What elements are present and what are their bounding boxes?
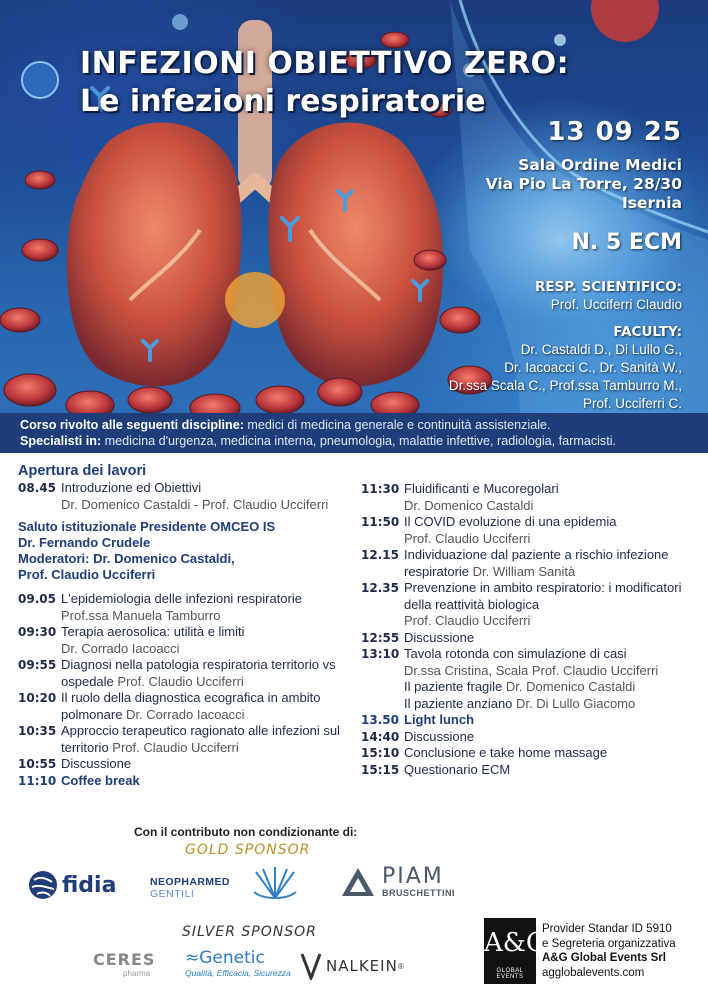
program xyxy=(0,462,708,812)
item-title: Il paziente anziano xyxy=(404,695,513,711)
item-title: Discussione xyxy=(404,728,475,744)
specialists-label: Specialisti in: xyxy=(20,434,102,448)
item-time: 11:50 xyxy=(361,515,400,529)
item-title: Questionario ECM xyxy=(404,761,511,777)
faculty-line: Dr.ssa Scala C., Prof.ssa Tamburro M., xyxy=(448,378,682,393)
venue-line: Sala Ordine Medici xyxy=(518,156,682,174)
item-time: 09:55 xyxy=(18,658,57,672)
program-item xyxy=(361,712,701,729)
program-item xyxy=(18,773,360,790)
provider-role: e Segreteria organizzativa xyxy=(542,937,676,950)
program-item xyxy=(361,547,701,580)
program-item xyxy=(361,762,701,779)
item-time xyxy=(361,696,404,713)
ceres-name: CERES xyxy=(93,950,156,969)
venue-line: Via Pio La Torre, 28/30 xyxy=(485,175,682,193)
ceres-logo xyxy=(93,950,155,978)
neopharmed-logo xyxy=(150,876,230,900)
program-item xyxy=(18,690,360,723)
program-item xyxy=(361,481,701,514)
item-title: Discussione xyxy=(61,756,132,771)
item-title: Il COVID evoluzione di una epidemia xyxy=(404,514,617,529)
faculty-list xyxy=(352,341,682,413)
triangle-icon xyxy=(340,866,376,898)
faculty-label: FACULTY: xyxy=(613,324,682,340)
piam-sub: BRUSCHETTINI xyxy=(382,888,455,898)
event-title xyxy=(80,46,600,122)
item-time: 15:15 xyxy=(361,762,400,777)
program-item xyxy=(18,723,360,756)
item-title: Individuazione dal paziente a rischio infezione respiratorie xyxy=(404,547,669,579)
faculty-line: Dr. Iacoacci C., Dr. Sanità W., xyxy=(504,360,682,375)
item-title: Coffee break xyxy=(61,772,140,788)
dna-icon: ≈ xyxy=(185,948,200,968)
ag-logo-sub: GLOBAL EVENTS xyxy=(496,968,524,980)
item-time: 12:55 xyxy=(361,630,400,645)
item-time: 08.45 xyxy=(18,481,56,495)
item-title: Conclusione e take home massage xyxy=(404,745,608,760)
item-title: Prevenzione in ambito respiratorio: i modificatori della reattività biologica xyxy=(404,580,682,612)
disciplines-label: Corso rivolto alle seguenti discipline: xyxy=(20,418,244,432)
resp-value: Prof. Ucciferri Claudio xyxy=(550,297,682,312)
title-line-1: INFEZIONI OBIETTIVO ZERO: xyxy=(80,46,570,81)
program-item xyxy=(18,756,360,773)
item-time: 13:10 xyxy=(361,647,400,661)
item-title: Discussione xyxy=(404,629,475,645)
item-title: Light lunch xyxy=(404,712,475,727)
neopharmed-name: NEOPHARMED xyxy=(150,876,230,888)
greeting-name: Dr. Fernando Crudele xyxy=(18,535,151,550)
item-speaker: Dr. Corrado Iacoacci xyxy=(122,706,245,722)
item-time: 14:40 xyxy=(361,729,400,744)
piam-logo xyxy=(340,866,455,898)
item-speaker: Dr. Corrado Iacoacci xyxy=(61,640,180,656)
item-speaker: Dr. Domenico Castaldi xyxy=(502,679,636,694)
sponsor-intro: Con il contributo non condizionante di: xyxy=(134,825,358,839)
ag-global-events-logo xyxy=(484,918,547,984)
item-title: L'epidemiologia delle infezioni respiratorie xyxy=(61,591,302,606)
program-item xyxy=(18,591,360,624)
item-speaker: Prof. Claudio Ucciferri xyxy=(113,673,244,689)
venue-line: Isernia xyxy=(622,194,682,212)
disciplines-value: medici di medicina generale e continuità assistenziale. xyxy=(243,418,551,432)
silver-sponsor-label: SILVER SPONSOR xyxy=(182,924,317,940)
program-left-column xyxy=(18,462,360,789)
program-item xyxy=(361,679,701,696)
item-title: Il paziente fragile xyxy=(404,679,503,694)
item-time: 09.05 xyxy=(18,592,56,606)
item-speaker: Dr. William Sanità xyxy=(469,563,576,579)
item-title: Il ruolo della diagnostica ecografica in ambito polmonare xyxy=(61,690,321,722)
hero-banner xyxy=(0,0,708,418)
item-title: Introduzione ed Obiettivi xyxy=(61,480,202,495)
left-schedule xyxy=(18,591,360,789)
event-date: 13 09 25 xyxy=(547,117,682,147)
nalkein-name: NALKEIN xyxy=(326,957,398,975)
ecm-credits: N. 5 ECM xyxy=(571,230,682,255)
registered-mark: ® xyxy=(397,961,404,971)
item-time: 11:30 xyxy=(361,482,400,496)
greeting-line: Saluto istituzionale Presidente OMCEO IS xyxy=(18,519,276,534)
item-speaker: Prof. Claudio Ucciferri xyxy=(108,739,239,755)
ag-logo-text: A&G xyxy=(484,928,547,958)
item-time: 11:10 xyxy=(18,773,57,788)
item-time: 10:20 xyxy=(18,691,57,705)
genetic-name: ≈Genetic xyxy=(185,948,265,968)
genetic-tagline: Qualità, Efficacia, Sicurezza xyxy=(185,968,291,978)
item-speaker: Dr. Domenico Castaldi xyxy=(404,497,534,513)
moderators-line: Moderatori: Dr. Domenico Castaldi, xyxy=(18,551,235,566)
provider-name: A&G Global Events Srl xyxy=(542,952,666,964)
disciplines-line xyxy=(20,417,708,433)
program-item xyxy=(18,657,360,690)
program-item xyxy=(361,646,701,679)
gentili-name: GENTILI xyxy=(150,888,195,900)
provider-info xyxy=(542,922,676,980)
moderators-line-2: Prof. Claudio Ucciferri xyxy=(18,567,156,582)
item-time: 13.50 xyxy=(361,713,399,727)
program-item xyxy=(18,624,360,657)
genetic-logo xyxy=(185,948,291,978)
faculty-line: Dr. Castaldi D., Di Lullo G., xyxy=(520,342,682,357)
item-speaker: Prof. Claudio Ucciferri xyxy=(404,613,531,628)
item-speaker: Dr. Domenico Castaldi - Prof. Claudio Ucciferri xyxy=(61,496,329,512)
item-speaker: Dr. Di Lullo Giacomo xyxy=(512,695,636,711)
item-time: 09:30 xyxy=(18,625,57,639)
audience-band xyxy=(0,413,708,453)
item-time xyxy=(361,679,404,696)
item-time: 10:55 xyxy=(18,757,57,771)
opening-heading: Apertura dei lavori xyxy=(18,463,147,479)
provider-id: Provider Standar ID 5910 xyxy=(542,923,672,935)
specialists-line xyxy=(20,433,708,449)
item-speaker: Prof.ssa Manuela Tamburro xyxy=(61,607,221,623)
event-info xyxy=(352,114,682,413)
program-item xyxy=(361,580,701,630)
specialists-value: medicina d'urgenza, medicina interna, pneumologia, malattie infettive, radiologia, farmacisti. xyxy=(101,434,617,448)
program-item xyxy=(361,745,701,762)
program-item xyxy=(361,696,701,713)
item-time: 15:10 xyxy=(361,746,400,760)
resp-label: RESP. SCIENTIFICO: xyxy=(534,279,682,295)
item-title: Terapia aerosolica: utilità e limiti xyxy=(61,624,245,639)
item-speaker: Prof. Claudio Ucciferri xyxy=(404,530,531,546)
program-right-column xyxy=(361,481,701,778)
item-title: Approccio terapeutico ragionato alle infezioni sul territorio xyxy=(61,723,340,755)
right-schedule xyxy=(361,481,701,778)
provider-site: agglobalevents.com xyxy=(542,966,645,979)
event-venue xyxy=(352,156,682,213)
program-item xyxy=(361,729,701,746)
faculty-line: Prof. Ucciferri C. xyxy=(582,396,682,411)
item-title: Fluidificanti e Mucoregolari xyxy=(404,481,559,496)
nalkein-mark-icon xyxy=(300,952,322,980)
wave-fan-icon xyxy=(250,864,300,902)
fidia-logo xyxy=(28,870,116,900)
fidia-name: fidia xyxy=(62,872,117,898)
item-speaker: Dr.ssa Cristina, Scala Prof. Claudio Ucciferri xyxy=(404,662,659,678)
program-item xyxy=(361,630,701,647)
item-time: 10:35 xyxy=(18,724,57,738)
item-time: 12.15 xyxy=(361,548,399,562)
item-title: Diagnosi nella patologia respiratoria territorio vs ospedale xyxy=(61,657,336,689)
item-title: Tavola rotonda con simulazione di casi xyxy=(404,646,627,661)
gold-sponsor-label: GOLD SPONSOR xyxy=(185,842,311,858)
nalkein-logo xyxy=(300,952,404,980)
piam-name: PIAM xyxy=(382,864,444,889)
ceres-sub: pharma xyxy=(123,969,151,978)
program-item xyxy=(18,480,360,513)
title-line-2: Le infezioni respiratorie xyxy=(80,84,486,119)
item-time: 12.35 xyxy=(361,581,399,595)
globe-icon xyxy=(28,870,58,900)
program-item xyxy=(361,514,701,547)
